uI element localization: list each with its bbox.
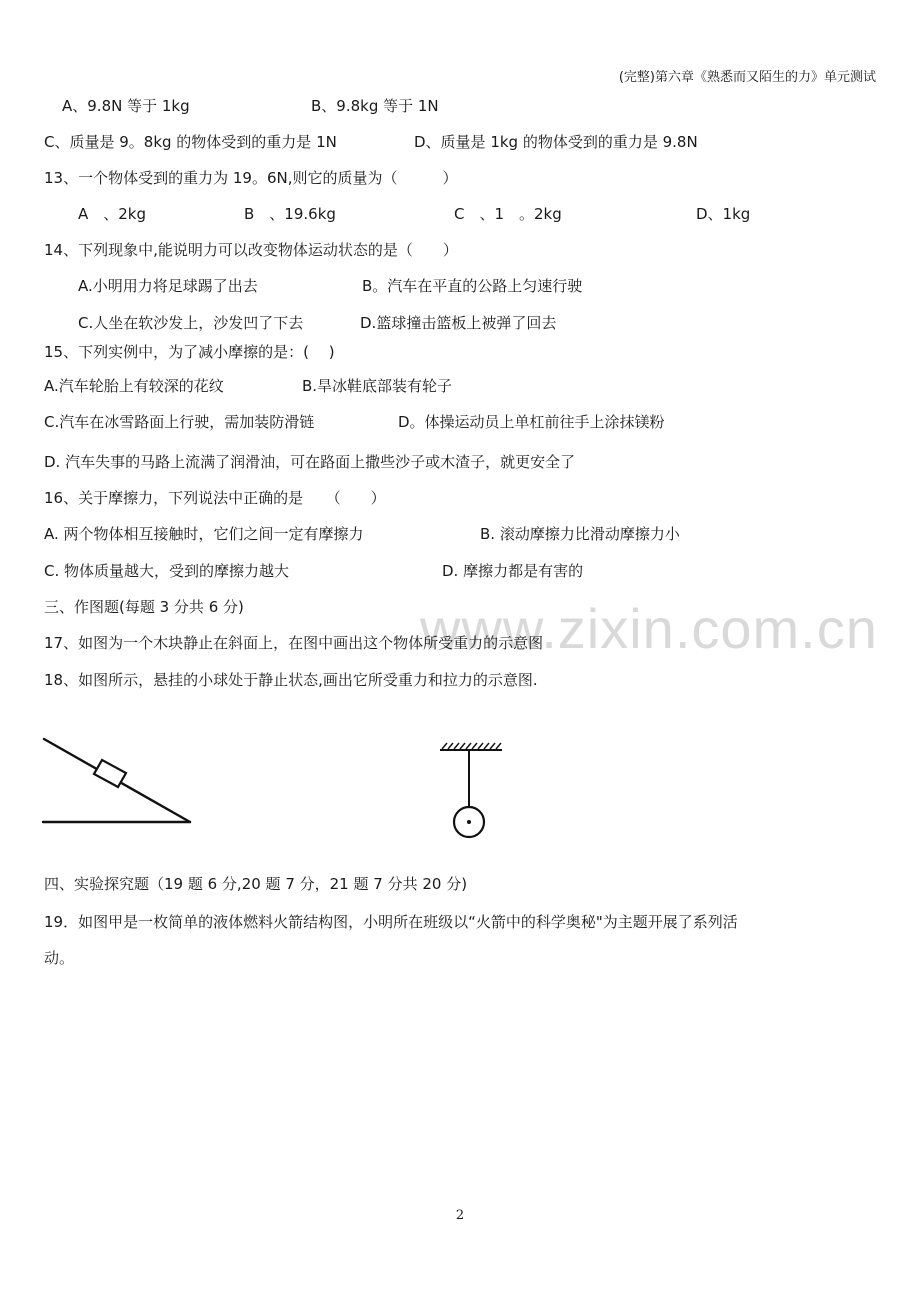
q12-option-c: C、质量是 9。8kg 的物体受到的重力是 1N — [44, 133, 337, 151]
q15-stem: 15、下列实例中，为了减小摩擦的是：( ) — [44, 343, 335, 361]
q15-option-d2: D. 汽车失事的马路上流满了润滑油，可在路面上撒些沙子或木渣子，就更安全了 — [44, 453, 576, 471]
q15-option-c: C.汽车在冰雪路面上行驶，需加装防滑链 — [44, 413, 315, 431]
q13-option-b: B 、19.6kg — [244, 205, 336, 223]
q16-option-d: D. 摩擦力都是有害的 — [442, 562, 584, 580]
section4-title: 四、实验探究题（19 题 6 分,20 题 7 分，21 题 7 分共 20 分) — [44, 875, 468, 893]
q14-option-d: D.篮球撞击篮板上被弹了回去 — [360, 314, 557, 332]
hanging-ball-figure — [436, 740, 508, 844]
q16-option-a: A. 两个物体相互接触时，它们之间一定有摩擦力 — [44, 525, 364, 543]
q12-option-d: D、质量是 1kg 的物体受到的重力是 9.8N — [414, 133, 698, 151]
incline-block-figure — [40, 734, 200, 830]
q13-option-a: A 、2kg — [78, 205, 147, 223]
q19-text-line1: 19．如图甲是一枚简单的液体燃料火箭结构图，小明所在班级以“火箭中的科学奥秘"为主题开展了系列活 — [44, 913, 738, 931]
q17-text: 17、如图为一个木块静止在斜面上，在图中画出这个物体所受重力的示意图 — [44, 634, 544, 652]
wooden-block — [94, 760, 126, 787]
q13-stem: 13、一个物体受到的重力为 19。6N,则它的质量为（ ） — [44, 169, 458, 187]
q13-option-d: D、1kg — [696, 205, 751, 223]
page-number: 2 — [455, 1208, 465, 1223]
q14-option-c: C.人坐在软沙发上，沙发凹了下去 — [78, 314, 304, 332]
q12-option-b: B、9.8kg 等于 1N — [311, 97, 439, 115]
q16-stem: 16、关于摩擦力，下列说法中正确的是 （ ） — [44, 489, 386, 507]
watermark: www.zixin.com.cn — [420, 597, 878, 660]
q18-text: 18、如图所示，悬挂的小球处于静止状态,画出它所受重力和拉力的示意图. — [44, 671, 538, 689]
q14-option-b: B。汽车在平直的公路上匀速行驶 — [362, 277, 583, 295]
q12-option-a: A、9.8N 等于 1kg — [62, 97, 190, 115]
q16-option-b: B. 滚动摩擦力比滑动摩擦力小 — [480, 525, 680, 543]
q15-option-a: A.汽车轮胎上有较深的花纹 — [44, 377, 224, 395]
section3-title: 三、作图题(每题 3 分共 6 分) — [44, 598, 244, 616]
ceiling-support — [440, 743, 502, 750]
q19-text-line2: 动。 — [44, 949, 75, 967]
q14-option-a: A.小明用力将足球踢了出去 — [78, 277, 258, 295]
q15-option-d1: D。体操运动员上单杠前往手上涂抹镁粉 — [398, 413, 665, 431]
q16-option-c: C. 物体质量越大，受到的摩擦力越大 — [44, 562, 290, 580]
q15-option-b: B.旱冰鞋底部装有轮子 — [302, 377, 453, 395]
q14-stem: 14、下列现象中,能说明力可以改变物体运动状态的是（ ） — [44, 241, 458, 259]
ball-center-dot — [467, 820, 471, 824]
page-header: (完整)第六章《熟悉而又陌生的力》单元测试 — [618, 70, 876, 85]
q13-option-c: C 、1 。2kg — [454, 205, 562, 223]
